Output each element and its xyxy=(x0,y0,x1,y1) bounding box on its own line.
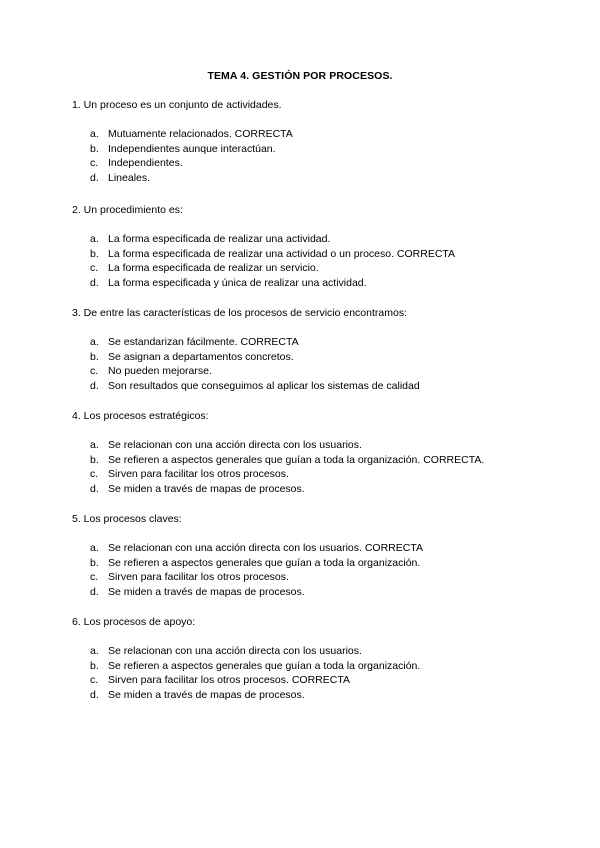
option-text: Independientes. xyxy=(108,157,183,170)
question-text: 5. Los procesos claves: xyxy=(72,513,182,525)
option-a xyxy=(72,127,542,142)
option-letter: b. xyxy=(90,659,99,672)
option-letter: a. xyxy=(90,128,99,140)
option-text: Sirven para facilitar los otros procesos. CORRECTA xyxy=(108,674,350,687)
option-letter: b. xyxy=(90,247,99,260)
option-c xyxy=(72,364,542,379)
option-text: Se miden a través de mapas de procesos. xyxy=(108,689,305,702)
option-d xyxy=(72,482,542,497)
options-list xyxy=(72,232,542,291)
option-text: Se asignan a departamentos concretos. xyxy=(108,350,294,363)
options-list xyxy=(72,644,542,703)
option-letter: c. xyxy=(90,262,99,275)
option-letter: a. xyxy=(90,439,99,451)
option-d xyxy=(72,585,542,600)
option-c xyxy=(72,570,542,585)
option-letter: b. xyxy=(90,142,99,155)
document-title: TEMA 4. GESTIÓN POR PROCESOS. xyxy=(207,70,393,82)
options-list xyxy=(72,127,542,186)
option-text: La forma especificada y única de realizar una actividad. xyxy=(108,277,367,290)
option-letter: d. xyxy=(90,689,99,702)
option-text: La forma especificada de realizar un servicio. xyxy=(108,262,319,275)
question-2 xyxy=(72,203,542,291)
option-c xyxy=(72,467,542,482)
option-text: Se miden a través de mapas de procesos. xyxy=(108,483,305,496)
option-a xyxy=(72,644,542,659)
option-text: Se relacionan con una acción directa con los usuarios. CORRECTA xyxy=(108,542,423,554)
option-letter: d. xyxy=(90,380,99,393)
option-text: Se relacionan con una acción directa con los usuarios. xyxy=(108,645,362,657)
option-letter: d. xyxy=(90,483,99,496)
option-d xyxy=(72,171,542,186)
option-d xyxy=(72,276,542,291)
option-a xyxy=(72,438,542,453)
option-letter: c. xyxy=(90,365,99,378)
option-b xyxy=(72,142,542,157)
question-text: 1. Un proceso es un conjunto de actividades. xyxy=(72,99,282,111)
option-b xyxy=(72,453,542,468)
option-text: Son resultados que conseguimos al aplicar los sistemas de calidad xyxy=(108,380,420,393)
option-d xyxy=(72,688,542,703)
option-text: Mutuamente relacionados. CORRECTA xyxy=(108,128,293,140)
option-b xyxy=(72,556,542,571)
option-b xyxy=(72,659,542,674)
option-letter: c. xyxy=(90,674,99,687)
option-letter: b. xyxy=(90,556,99,569)
option-a xyxy=(72,335,542,350)
question-5 xyxy=(72,512,542,600)
option-letter: b. xyxy=(90,453,99,466)
option-letter: a. xyxy=(90,233,99,245)
option-d xyxy=(72,379,542,394)
option-b xyxy=(72,350,542,365)
option-text: Se estandarizan fácilmente. CORRECTA xyxy=(108,336,299,348)
option-letter: d. xyxy=(90,277,99,290)
question-3 xyxy=(72,306,542,394)
option-c xyxy=(72,156,542,171)
option-a xyxy=(72,232,542,247)
option-text: Se refieren a aspectos generales que guían a toda la organización. CORRECTA. xyxy=(108,453,485,466)
option-letter: c. xyxy=(90,571,99,584)
question-text: 6. Los procesos de apoyo: xyxy=(72,616,196,628)
option-letter: b. xyxy=(90,350,99,363)
option-a xyxy=(72,541,542,556)
option-text: Sirven para facilitar los otros procesos. xyxy=(108,571,289,584)
option-text: Se miden a través de mapas de procesos. xyxy=(108,586,305,599)
option-text: Se relacionan con una acción directa con los usuarios. xyxy=(108,439,362,451)
option-text: Se refieren a aspectos generales que guían a toda la organización. xyxy=(108,659,421,672)
option-text: Se refieren a aspectos generales que guían a toda la organización. xyxy=(108,556,421,569)
question-1 xyxy=(72,98,542,186)
question-text: 2. Un procedimiento es: xyxy=(72,204,183,216)
option-letter: c. xyxy=(90,468,99,481)
option-c xyxy=(72,261,542,276)
option-letter: a. xyxy=(90,336,99,348)
options-list xyxy=(72,541,542,600)
question-4 xyxy=(72,409,542,497)
option-letter: c. xyxy=(90,157,99,170)
option-text: Lineales. xyxy=(108,172,151,185)
question-text: 4. Los procesos estratégicos: xyxy=(72,410,209,422)
option-letter: d. xyxy=(90,586,99,599)
option-text: La forma especificada de realizar una actividad o un proceso. CORRECTA xyxy=(108,247,456,260)
option-text: Independientes aunque interactúan. xyxy=(108,142,276,155)
option-letter: d. xyxy=(90,172,99,185)
option-text: Sirven para facilitar los otros procesos. xyxy=(108,468,289,481)
option-b xyxy=(72,247,542,262)
option-letter: a. xyxy=(90,645,99,657)
option-letter: a. xyxy=(90,542,99,554)
options-list xyxy=(72,438,542,497)
option-text: La forma especificada de realizar una actividad. xyxy=(108,233,331,245)
option-c xyxy=(72,673,542,688)
option-text: No pueden mejorarse. xyxy=(108,365,212,378)
question-text: 3. De entre las características de los procesos de servicio encontramos: xyxy=(72,307,407,319)
options-list xyxy=(72,335,542,394)
question-6 xyxy=(72,615,542,703)
